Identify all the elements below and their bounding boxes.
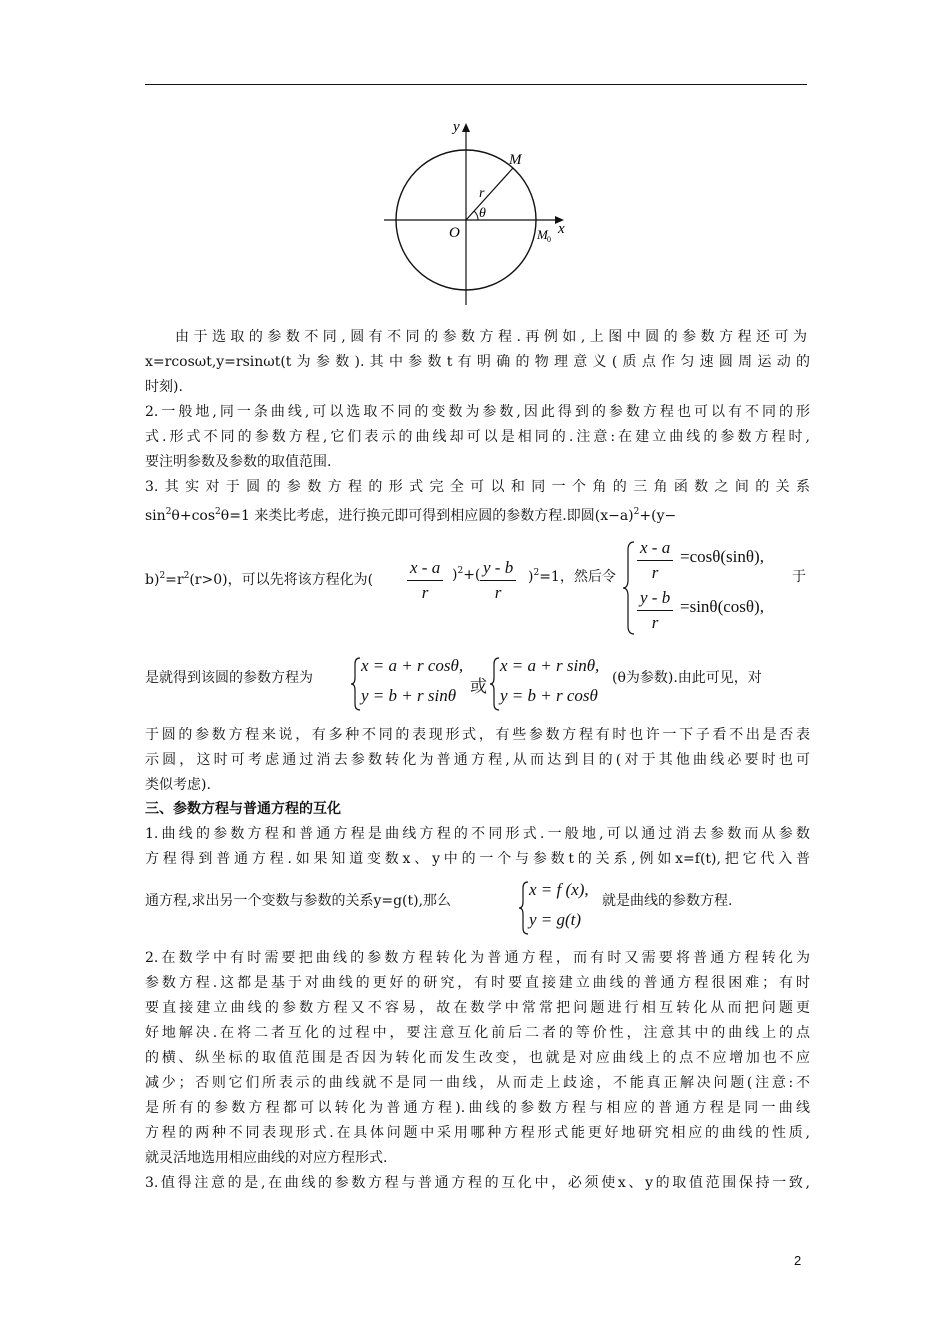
point-m0-label: M — [537, 227, 548, 242]
system3-row1: x = a + r sinθ, — [500, 656, 600, 675]
p5-line3: 要直接建立曲线的参数方程又不容易，故在数学中常常把问题进行相互转化从而把问题更 — [145, 1000, 810, 1016]
system2-row2: y = b + r sinθ — [361, 686, 457, 705]
p2-line1: 2.一般地,同一条曲线,可以选取不同的变数为参数,因此得到的参数方程也可以有不同的形 — [145, 404, 810, 420]
p3-line2: $\sin^2\theta+\cos^2\theta=1$ 来类比考虑，进行换元即可得到相应圆的参数方程.即圆$(x-a)^2+(y-$ — [145, 507, 677, 524]
p5-line7: 是所有的参数方程都可以转化为普通方程).曲线的参数方程与相应的普通方程是同一曲线 — [145, 1100, 810, 1116]
p5-line6: 减少；否则它们所表示的曲线就不是同一曲线，从而走上歧途，不能真正解决问题(注意:不 — [145, 1075, 810, 1091]
p5-line2: 参数方程.这都是基于对曲线的更好的研究，有时要直接建立曲线的普通方程很困难；有时 — [145, 975, 810, 991]
point-m-label: M — [509, 152, 522, 168]
p3-line3-suffix: )$^2$=1，然后令 — [528, 568, 616, 585]
fraction-x-a-over-r: $\frac{x - a}{r}$ — [407, 556, 443, 605]
system2-row1: x = a + r cosθ, — [361, 656, 464, 675]
system1-fraction1: $\frac{x - a}{r}$ — [637, 536, 673, 585]
system4-row2: y = g(t) — [529, 910, 582, 929]
p5-line5: 的横、纵坐标的取值范围是否因为转化而发生改变，也就是对应曲线上的点不应增加也不应 — [145, 1050, 810, 1066]
p1-line3: 时刻). — [145, 379, 183, 395]
p4-line1: 1.曲线的参数方程和普通方程是曲线方程的不同形式.一般地,可以通过消去参数而从参数 — [145, 826, 810, 842]
p3-line6: 示圆，这时可考虑通过消去参数转化为普通方程,从而达到目的(对于其他曲线必要时也可 — [145, 752, 810, 768]
point-m0-subscript: 0 — [547, 235, 551, 244]
y-label: y — [453, 119, 460, 135]
p4-line3-suffix: 就是曲线的参数方程. — [602, 893, 733, 909]
p3-line7: 类似考虑). — [145, 777, 211, 793]
fraction-y-b-over-r: $\frac{y - b}{r}$ — [480, 556, 516, 605]
p3-line5: 于圆的参数方程来说，有多种不同的表现形式，有些参数方程有时也许一下子看不出是否表 — [145, 727, 810, 743]
origin-label: O — [449, 225, 460, 241]
radius-label: r — [479, 186, 485, 201]
radius-line — [466, 168, 513, 220]
p3-line4-prefix: 是就得到该圆的参数方程为 — [145, 670, 313, 686]
p6-line1: 3.值得注意的是,在曲线的参数方程与普通方程的互化中，必须使x、y的取值范围保持一致, — [145, 1175, 810, 1191]
system1-row1-rhs: =cosθ(sinθ), — [680, 547, 764, 566]
system1-fraction2: $\frac{y - b}{r}$ — [637, 586, 673, 635]
p3-line1: 3.其实对于圆的参数方程的形式完全可以和同一个角的三角函数之间的关系 — [145, 479, 810, 495]
y-axis-arrow — [462, 123, 470, 132]
system4-row1: x = f (x), — [529, 880, 589, 899]
page-number: 2 — [794, 1253, 802, 1268]
p3-line4-suffix: (θ为参数).由此可见，对 — [612, 670, 762, 686]
angle-arc — [474, 211, 478, 220]
p1-line2: x=rcosωt,y=rsinωt(t为参数).其中参数t有明确的物理意义(质点作匀速圆周运动的 — [145, 354, 810, 370]
section-heading: 三、参数方程与普通方程的互化 — [145, 801, 341, 817]
p2-line2: 式.形式不同的参数方程,它们表示的曲线却可以是相同的.注意:在建立曲线的参数方程时, — [145, 429, 810, 445]
system1-row2-rhs: =sinθ(cosθ), — [680, 597, 764, 616]
p4-line3-prefix: 通方程,求出另一个变数与参数的关系y=g(t),那么 — [145, 893, 452, 909]
or-word: 或 — [470, 677, 487, 697]
p1-line1: 由于选取的参数不同,圆有不同的参数方程.再例如,上图中圆的参数方程还可为 — [175, 329, 807, 345]
header-rule — [145, 84, 807, 85]
p3-line3-tail: 于 — [792, 569, 806, 585]
p2-line3: 要注明参数及参数的取值范围. — [145, 454, 332, 470]
p5-line8: 方程的两种不同表现形式.在具体问题中采用哪种方程形式能更好地研究相应的曲线的性质, — [145, 1125, 810, 1141]
circle-figure — [380, 115, 580, 310]
p5-line9: 就灵活地选用相应曲线的对应方程形式. — [145, 1150, 388, 1166]
system3-row2: y = b + r cosθ — [500, 686, 598, 705]
p3-line3-mid: )$^2$+( — [452, 566, 481, 583]
x-label: x — [558, 221, 565, 237]
theta-label: θ — [479, 206, 486, 221]
p5-line1: 2.在数学中有时需要把曲线的参数方程转化为普通方程，而有时又需要将普通方程转化为 — [145, 950, 810, 966]
system1-brace — [622, 540, 636, 636]
p4-line2: 方程得到普通方程.如果知道变数x、y中的一个与参数t的关系,例如x=f(t),把它代入普 — [145, 851, 810, 867]
p3-line3-prefix: $b)^2=r^2(r>0)$，可以先将该方程化为( — [145, 571, 374, 588]
p5-line4: 好地解决.在将二者互化的过程中，要注意互化前后二者的等价性，注意其中的曲线上的点 — [145, 1025, 810, 1041]
